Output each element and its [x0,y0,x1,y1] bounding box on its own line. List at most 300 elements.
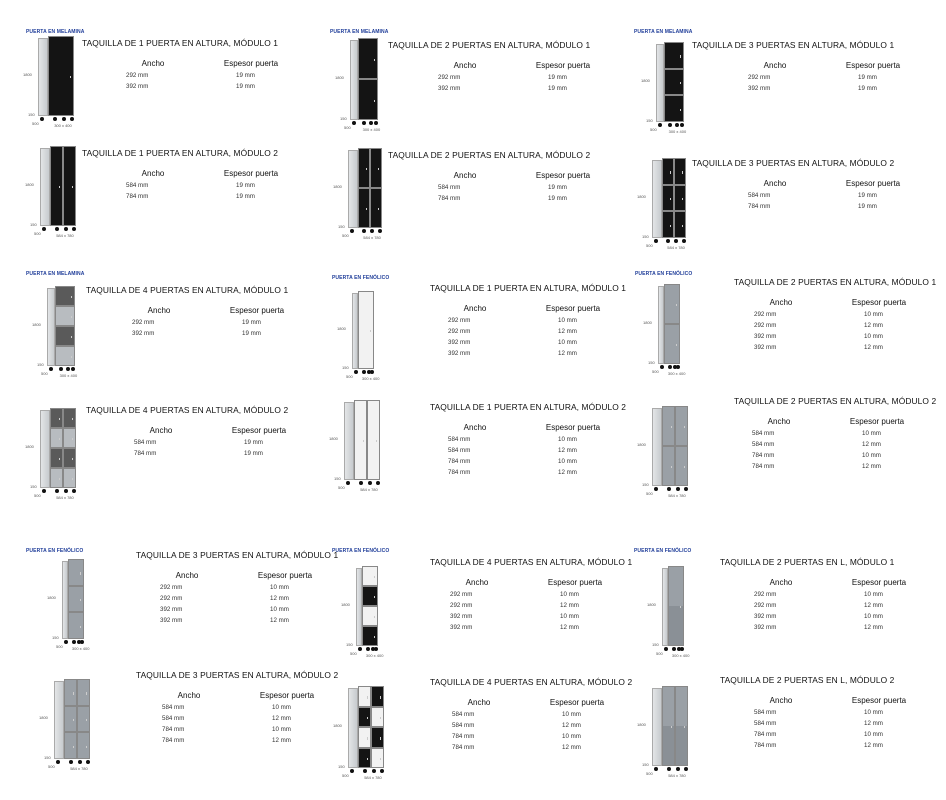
depth-dimension: 500 [650,127,657,132]
spec-row [422,337,618,348]
foot-icon [362,121,366,125]
thickness-value: 12 mm [558,447,577,454]
product-title: TAQUILLA DE 2 PUERTAS EN ALTURA, MÓDULO 2 [734,396,937,406]
lock-icon [374,616,375,618]
height-dimension: 1800 [335,74,344,80]
width-value: 784 mm [134,450,157,457]
width-value: 784 mm [452,733,475,740]
lock-icon [671,726,672,728]
width-value: 392 mm [160,606,183,613]
foot-icon [680,123,684,127]
width-header: Ancho [453,171,477,180]
thickness-value: 19 mm [244,450,263,457]
locker-side-panel [54,681,64,759]
locker-side-panel [40,410,50,488]
width-header: Ancho [767,417,791,426]
foot-icon [658,123,662,127]
base-dimension: 150 [340,116,347,121]
lock-icon [72,418,73,420]
thickness-value: 12 mm [862,463,881,470]
locker-door [362,626,378,646]
locker-door [371,707,384,728]
lock-icon [86,719,87,721]
locker-feet [49,367,77,371]
locker-side-panel [652,408,662,486]
lock-icon [72,438,73,440]
lock-icon [73,719,74,721]
width-value: 784 mm [162,726,185,733]
locker-side-panel [652,688,662,766]
locker-side-panel [350,40,358,120]
locker-door [77,679,90,706]
lock-icon [380,758,381,760]
foot-icon [376,481,380,485]
spec-row [106,328,302,339]
spec-table [100,59,296,92]
width-dimension: 300 x 400 [71,646,90,651]
thickness-value: 19 mm [858,74,877,81]
locker-door [664,42,684,69]
width-value: 584 mm [448,447,471,454]
thickness-value: 10 mm [558,458,577,465]
foot-icon [674,239,678,243]
width-dimension: 584 x 780 [70,766,88,771]
lock-icon [671,426,672,428]
spec-row [136,702,332,713]
lock-icon [59,458,60,460]
locker-door [68,559,84,586]
locker-door [64,706,77,733]
spec-table [106,306,302,339]
height-dimension: 1800 [32,322,41,327]
spec-row [134,615,330,626]
width-dimension: 584 x 780 [667,245,685,250]
spec-row [136,724,332,735]
locker-door [371,748,384,769]
product-title: TAQUILLA DE 2 PUERTAS EN L, MÓDULO 2 [720,675,895,685]
foot-icon [370,229,374,233]
thickness-value: 12 mm [864,344,883,351]
width-value: 392 mm [450,613,473,620]
spec-row [422,348,618,359]
locker-feet [350,769,386,773]
thickness-value: 19 mm [858,203,877,210]
thickness-value: 19 mm [236,83,255,90]
height-dimension: 1800 [637,194,646,199]
locker-door [358,748,371,769]
locker-illustration [348,148,382,236]
locker-door [662,686,675,766]
material-tag: PUERTA EN FENÓLICO [332,275,390,281]
width-value: 784 mm [754,742,777,749]
locker-feet [660,365,682,369]
base-dimension: 150 [30,484,37,489]
thickness-value: 19 mm [858,85,877,92]
material-tag: PUERTA EN FENÓLICO [635,271,693,277]
lock-icon [367,696,368,698]
foot-icon [40,117,44,121]
spec-row [728,589,924,600]
thickness-value: 19 mm [242,330,261,337]
locker-door [662,211,674,238]
spec-row [422,326,618,337]
spec-table [728,298,924,353]
depth-dimension: 500 [34,231,41,236]
locker-door [63,146,76,226]
foot-icon [64,640,68,644]
base-dimension: 150 [642,482,649,487]
foot-icon [362,370,366,374]
foot-icon [350,229,354,233]
thickness-value: 19 mm [242,319,261,326]
lock-icon [374,59,375,61]
product-title: TAQUILLA DE 4 PUERTAS EN ALTURA, MÓDULO 1 [430,557,633,567]
lock-icon [680,606,681,608]
thickness-value: 12 mm [562,744,581,751]
thickness-value: 10 mm [864,731,883,738]
product-title: TAQUILLA DE 1 PUERTA EN ALTURA, MÓDULO 2 [430,402,627,412]
spec-row [726,439,922,450]
lock-icon [682,225,683,227]
spec-row [728,342,924,353]
depth-dimension: 500 [34,493,41,498]
locker-door [664,95,684,122]
width-value: 584 mm [134,439,157,446]
spec-table [136,691,332,746]
foot-icon [64,489,68,493]
locker-side-panel [652,160,662,238]
foot-icon [684,767,688,771]
lock-icon [73,746,74,748]
base-dimension: 150 [646,118,653,123]
lock-icon [676,304,677,306]
locker-door [358,79,378,120]
spec-row [728,611,924,622]
thickness-value: 10 mm [272,704,291,711]
width-value: 584 mm [452,711,475,718]
width-value: 784 mm [162,737,185,744]
depth-dimension: 500 [342,233,349,238]
locker-door [358,291,374,369]
locker-door [370,188,382,228]
product-title: TAQUILLA DE 4 PUERTAS EN ALTURA, MÓDULO 1 [86,285,289,295]
thickness-header: Espesor puerta [545,304,601,313]
lock-icon [682,171,683,173]
spec-table [722,179,918,212]
thickness-value: 12 mm [558,350,577,357]
width-dimension: 300 x 400 [361,376,380,381]
locker-illustration [348,686,384,776]
lock-icon [671,466,672,468]
width-value: 392 mm [754,344,777,351]
foot-icon [42,227,46,231]
locker-illustration [656,42,684,130]
locker-door [358,38,378,79]
lock-icon [684,426,685,428]
base-dimension: 150 [28,112,35,117]
locker-door [662,158,674,185]
spec-table [422,304,618,359]
foot-icon [666,239,670,243]
thickness-value: 12 mm [862,441,881,448]
locker-door [358,148,370,188]
locker-feet [654,239,688,243]
width-header: Ancho [763,61,787,70]
locker-door [370,148,382,188]
spec-row [424,589,620,600]
base-dimension: 150 [44,755,51,760]
thickness-header: Espesor puerta [535,171,591,180]
locker-door [371,727,384,748]
locker-door [675,406,688,446]
depth-dimension: 500 [652,369,659,374]
locker-side-panel [38,38,48,116]
locker-door [77,706,90,733]
locker-illustration [662,566,684,654]
thickness-value: 12 mm [864,322,883,329]
depth-dimension: 500 [344,125,351,130]
locker-door [662,406,675,446]
width-value: 784 mm [452,744,475,751]
width-header: Ancho [149,426,173,435]
base-dimension: 150 [52,635,59,640]
spec-row [134,582,330,593]
spec-table [422,423,618,478]
locker-illustration [40,408,76,496]
width-value: 292 mm [754,591,777,598]
spec-row [412,182,608,193]
thickness-header: Espesor puerta [849,417,905,426]
locker-feet [664,647,686,651]
locker-door [664,69,684,96]
width-value: 784 mm [752,452,775,459]
product-title: TAQUILLA DE 3 PUERTAS EN ALTURA, MÓDULO 1 [692,40,895,50]
material-tag: PUERTA EN MELAMINA [634,29,693,35]
locker-door [50,408,63,428]
spec-table [100,169,296,202]
width-value: 584 mm [162,715,185,722]
locker-illustration [40,146,76,234]
locker-illustration [350,38,378,128]
locker-door [674,211,686,238]
thickness-value: 10 mm [558,436,577,443]
depth-dimension: 500 [342,773,349,778]
foot-icon [66,367,70,371]
foot-icon [42,489,46,493]
locker-illustration [352,291,374,377]
lock-icon [676,344,677,346]
thickness-value: 10 mm [272,726,291,733]
spec-row [424,600,620,611]
thickness-value: 12 mm [270,595,289,602]
foot-icon [80,640,84,644]
foot-icon [676,365,680,369]
lock-icon [367,717,368,719]
width-header: Ancho [769,578,793,587]
height-dimension: 1800 [333,722,342,728]
base-dimension: 150 [37,362,44,367]
base-dimension: 150 [338,224,345,229]
spec-row [728,718,924,729]
width-value: 292 mm [448,328,471,335]
thickness-value: 12 mm [560,624,579,631]
lock-icon [363,440,364,442]
thickness-header: Espesor puerta [547,578,603,587]
lock-icon [86,746,87,748]
width-value: 584 mm [126,182,149,189]
locker-feet [352,121,380,125]
base-dimension: 150 [342,365,349,370]
locker-door [63,448,76,468]
width-value: 784 mm [438,195,461,202]
spec-row [412,72,608,83]
locker-feet [358,647,380,651]
foot-icon [366,647,370,651]
width-value: 784 mm [448,469,471,476]
depth-dimension: 500 [338,485,345,490]
foot-icon [378,229,382,233]
material-tag: PUERTA EN MELAMINA [26,29,85,35]
locker-door [55,326,75,346]
thickness-header: Espesor puerta [851,696,907,705]
spec-row [100,191,296,202]
product-title: TAQUILLA DE 3 PUERTAS EN ALTURA, MÓDULO 2 [692,158,895,168]
height-dimension: 1800 [643,320,652,325]
width-value: 784 mm [448,458,471,465]
thickness-value: 19 mm [236,182,255,189]
locker-illustration [344,400,380,488]
foot-icon [352,121,356,125]
material-tag: PUERTA EN FENÓLICO [332,548,390,554]
locker-door [674,158,686,185]
locker-door [367,400,380,480]
lock-icon [374,636,375,638]
locker-door [55,346,75,366]
locker-door [68,612,84,639]
width-value: 392 mm [450,624,473,631]
foot-icon [350,769,354,773]
lock-icon [366,168,367,170]
width-value: 784 mm [752,463,775,470]
lock-icon [71,336,72,338]
locker-door [55,286,75,306]
spec-row [108,448,304,459]
thickness-value: 10 mm [270,606,289,613]
thickness-value: 12 mm [558,328,577,335]
locker-door [63,428,76,448]
locker-door [64,679,77,706]
lock-icon [80,626,81,628]
base-dimension: 150 [334,476,341,481]
foot-icon [672,647,676,651]
thickness-value: 10 mm [864,591,883,598]
lock-icon [86,692,87,694]
width-dimension: 300 x 400 [671,653,690,658]
locker-door [63,408,76,428]
spec-row [136,713,332,724]
thickness-value: 12 mm [864,720,883,727]
foot-icon [660,365,664,369]
foot-icon [654,487,658,491]
locker-illustration [658,284,680,372]
locker-door [63,468,76,488]
thickness-header: Espesor puerta [851,298,907,307]
locker-feet [658,123,686,127]
spec-row [728,729,924,740]
locker-door [362,606,378,626]
width-dimension: 584 x 780 [363,235,381,240]
spec-row [412,193,608,204]
locker-illustration [652,158,686,246]
spec-row [726,450,922,461]
base-dimension: 150 [30,222,37,227]
height-dimension: 1800 [341,602,350,607]
thickness-value: 10 mm [864,709,883,716]
thickness-value: 12 mm [560,602,579,609]
locker-door [662,185,674,212]
locker-illustration [47,286,75,374]
spec-row [106,317,302,328]
width-header: Ancho [175,571,199,580]
foot-icon [72,640,76,644]
width-value: 584 mm [754,720,777,727]
lock-icon [374,100,375,102]
lock-icon [670,171,671,173]
spec-row [426,709,622,720]
locker-door [55,306,75,326]
lock-icon [670,198,671,200]
product-title: TAQUILLA DE 2 PUERTAS EN ALTURA, MÓDULO 2 [388,150,591,160]
lock-icon [367,737,368,739]
width-header: Ancho [769,696,793,705]
lock-icon [73,692,74,694]
width-value: 784 mm [748,203,771,210]
lock-icon [59,186,60,188]
spec-row [426,731,622,742]
lock-icon [684,726,685,728]
width-header: Ancho [141,169,165,178]
base-dimension: 150 [642,234,649,239]
thickness-value: 12 mm [864,602,883,609]
locker-feet [64,640,86,644]
height-dimension: 1800 [47,595,56,600]
locker-feet [346,481,382,485]
foot-icon [667,767,671,771]
depth-dimension: 500 [656,651,663,656]
locker-door [358,727,371,748]
foot-icon [684,487,688,491]
foot-icon [370,370,374,374]
product-title: TAQUILLA DE 1 PUERTA EN ALTURA, MÓDULO 1 [430,283,627,293]
foot-icon [680,647,684,651]
spec-row [422,434,618,445]
lock-icon [366,208,367,210]
foot-icon [369,121,373,125]
spec-row [426,742,622,753]
foot-icon [64,227,68,231]
thickness-value: 19 mm [244,439,263,446]
height-dimension: 1800 [25,444,34,449]
width-value: 292 mm [754,311,777,318]
locker-door [362,566,378,586]
spec-row [136,735,332,746]
locker-feet [654,487,690,491]
locker-feet [350,229,384,233]
width-value: 292 mm [450,602,473,609]
spec-row [424,622,620,633]
height-dimension: 1800 [641,78,650,83]
width-dimension: 300 x 400 [668,129,687,134]
